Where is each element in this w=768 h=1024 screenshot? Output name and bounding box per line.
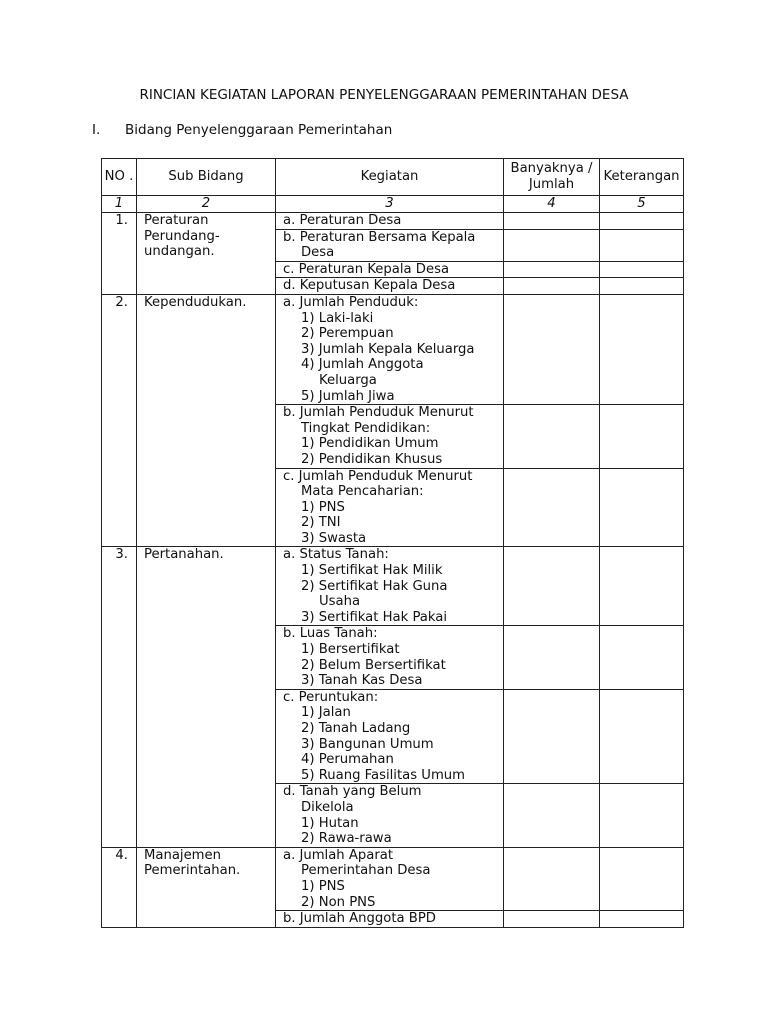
- keterangan-cell[interactable]: [600, 229, 684, 261]
- kegiatan-line: c. Jumlah Penduduk Menurut: [283, 468, 473, 484]
- kegiatan-line: b. Peraturan Bersama Kepala: [283, 229, 476, 245]
- kegiatan-line: b. Luas Tanah:: [283, 626, 378, 642]
- header-sub-bidang: Sub Bidang: [137, 159, 276, 196]
- keterangan-cell[interactable]: [600, 547, 684, 626]
- table-row: [102, 847, 684, 910]
- row-number: 3.: [102, 547, 137, 847]
- column-index: 3: [276, 196, 504, 213]
- kegiatan-line: c. Peraturan Kepala Desa: [283, 261, 450, 277]
- section-label: Bidang Penyelenggaraan Pemerintahan: [125, 122, 393, 138]
- sub-bidang-text: undangan.: [144, 244, 215, 260]
- keterangan-cell[interactable]: [600, 847, 684, 910]
- banyaknya-cell[interactable]: [504, 689, 600, 784]
- row-number: 4.: [102, 847, 137, 927]
- kegiatan-line: 3) Sertifikat Hak Pakai: [301, 609, 448, 625]
- keterangan-cell[interactable]: [600, 213, 684, 230]
- table-body: [102, 213, 684, 928]
- banyaknya-cell[interactable]: [504, 261, 600, 278]
- kegiatan-line: Dikelola: [301, 799, 354, 815]
- kegiatan-line: 2) Rawa-rawa: [301, 831, 392, 847]
- row-number: 2.: [102, 294, 137, 547]
- kegiatan-line: 2) TNI: [301, 515, 341, 531]
- kegiatan-line: Pemerintahan Desa: [301, 863, 431, 879]
- column-index: 4: [504, 196, 600, 213]
- table-row: [102, 547, 684, 626]
- kegiatan-line: 2) Tanah Ladang: [301, 721, 411, 736]
- banyaknya-cell[interactable]: [504, 468, 600, 547]
- kegiatan-line: Mata Pencaharian:: [301, 484, 424, 500]
- kegiatan-cell: [276, 911, 504, 928]
- banyaknya-cell[interactable]: [504, 911, 600, 928]
- sub-bidang-text: Pertanahan.: [144, 547, 224, 563]
- kegiatan-line: c. Peruntukan:: [283, 689, 379, 705]
- kegiatan-line: 2) Perempuan: [301, 326, 394, 342]
- sub-bidang-cell: [137, 847, 276, 927]
- kegiatan-line: Desa: [301, 245, 335, 261]
- keterangan-cell[interactable]: [600, 278, 684, 295]
- header-kegiatan: Kegiatan: [276, 159, 504, 196]
- kegiatan-cell: [276, 626, 504, 689]
- keterangan-cell[interactable]: [600, 468, 684, 547]
- banyaknya-cell[interactable]: [504, 294, 600, 404]
- kegiatan-line: 4) Jumlah Anggota: [301, 357, 424, 373]
- kegiatan-cell: [276, 278, 504, 295]
- kegiatan-line: 1) PNS: [301, 878, 345, 894]
- kegiatan-line: 2) Pendidikan Khusus: [301, 451, 443, 467]
- kegiatan-cell: [276, 847, 504, 910]
- kegiatan-line: 3) Bangunan Umum: [301, 736, 434, 752]
- kegiatan-line: a. Status Tanah:: [283, 547, 389, 563]
- kegiatan-line: 3) Jumlah Kepala Keluarga: [301, 341, 475, 357]
- kegiatan-cell: [276, 547, 504, 626]
- column-index-row: [102, 196, 684, 213]
- table-row: [102, 294, 684, 404]
- kegiatan-line: 1) Laki-laki: [301, 310, 374, 326]
- banyaknya-cell[interactable]: [504, 278, 600, 295]
- kegiatan-line: 5) Jumlah Jiwa: [301, 388, 395, 404]
- kegiatan-line: 3) Swasta: [301, 530, 367, 546]
- banyaknya-cell[interactable]: [504, 405, 600, 468]
- banyaknya-cell[interactable]: [504, 229, 600, 261]
- sub-bidang-cell: [137, 213, 276, 295]
- sub-bidang-cell: [137, 294, 276, 547]
- keterangan-cell[interactable]: [600, 911, 684, 928]
- kegiatan-cell: [276, 213, 504, 230]
- kegiatan-cell: [276, 294, 504, 404]
- activity-table: [101, 158, 684, 928]
- header-keterangan: Keterangan: [600, 159, 684, 196]
- sub-bidang-text: Manajemen: [144, 847, 221, 863]
- sub-bidang-text: Pemerintahan.: [144, 863, 241, 879]
- banyaknya-cell[interactable]: [504, 847, 600, 910]
- sub-bidang-cell: [137, 547, 276, 847]
- kegiatan-line: Usaha: [319, 594, 361, 610]
- kegiatan-line: 2) Non PNS: [301, 894, 376, 910]
- kegiatan-line: b. Jumlah Penduduk Menurut: [283, 405, 474, 421]
- banyaknya-cell[interactable]: [504, 213, 600, 230]
- sub-bidang-text: Perundang-: [144, 228, 220, 244]
- section-heading: [92, 122, 392, 138]
- kegiatan-cell: [276, 784, 504, 847]
- keterangan-cell[interactable]: [600, 261, 684, 278]
- banyaknya-cell[interactable]: [504, 626, 600, 689]
- keterangan-cell[interactable]: [600, 294, 684, 404]
- page-title: RINCIAN KEGIATAN LAPORAN PENYELENGGARAAN PEMERINTAHAN DESA: [139, 87, 629, 103]
- column-index: 2: [137, 196, 276, 213]
- kegiatan-line: 4) Perumahan: [301, 752, 394, 768]
- keterangan-cell[interactable]: [600, 784, 684, 847]
- keterangan-cell[interactable]: [600, 405, 684, 468]
- column-index: 5: [600, 196, 684, 213]
- banyaknya-cell[interactable]: [504, 784, 600, 847]
- kegiatan-line: 1) Bersertifikat: [301, 642, 400, 658]
- column-index: 1: [102, 196, 137, 213]
- kegiatan-cell: [276, 468, 504, 547]
- kegiatan-line: 2) Sertifikat Hak Guna: [301, 578, 448, 594]
- kegiatan-line: Tingkat Pendidikan:: [301, 420, 431, 436]
- kegiatan-line: 1) PNS: [301, 499, 345, 515]
- table-row: [102, 213, 684, 230]
- kegiatan-line: 1) Sertifikat Hak Milik: [301, 563, 443, 579]
- section-number: I.: [92, 122, 101, 138]
- kegiatan-line: b. Jumlah Anggota BPD: [283, 911, 436, 927]
- header-no: NO .: [102, 159, 137, 196]
- keterangan-cell[interactable]: [600, 626, 684, 689]
- kegiatan-cell: [276, 229, 504, 261]
- banyaknya-cell[interactable]: [504, 547, 600, 626]
- kegiatan-line: a. Peraturan Desa: [283, 213, 402, 228]
- kegiatan-cell: [276, 405, 504, 468]
- keterangan-cell[interactable]: [600, 689, 684, 784]
- kegiatan-line: 3) Tanah Kas Desa: [301, 673, 423, 689]
- kegiatan-line: 1) Jalan: [301, 705, 351, 721]
- kegiatan-line: 5) Ruang Fasilitas Umum: [301, 767, 465, 783]
- sub-bidang-text: Peraturan: [144, 213, 209, 228]
- sub-bidang-text: Kependudukan.: [144, 294, 247, 310]
- kegiatan-line: a. Jumlah Aparat: [283, 847, 394, 863]
- kegiatan-line: 2) Belum Bersertifikat: [301, 657, 446, 673]
- kegiatan-cell: [276, 261, 504, 278]
- kegiatan-line: 1) Pendidikan Umum: [301, 436, 439, 452]
- kegiatan-line: Keluarga: [319, 372, 377, 388]
- header-row: [102, 159, 684, 196]
- row-number: 1.: [102, 213, 137, 295]
- kegiatan-line: d. Keputusan Kepala Desa: [283, 278, 456, 294]
- kegiatan-line: d. Tanah yang Belum: [283, 784, 422, 800]
- kegiatan-line: 1) Hutan: [301, 815, 359, 831]
- kegiatan-cell: [276, 689, 504, 784]
- header-banyaknya: Banyaknya / Jumlah: [504, 159, 600, 196]
- kegiatan-line: a. Jumlah Penduduk:: [283, 294, 419, 310]
